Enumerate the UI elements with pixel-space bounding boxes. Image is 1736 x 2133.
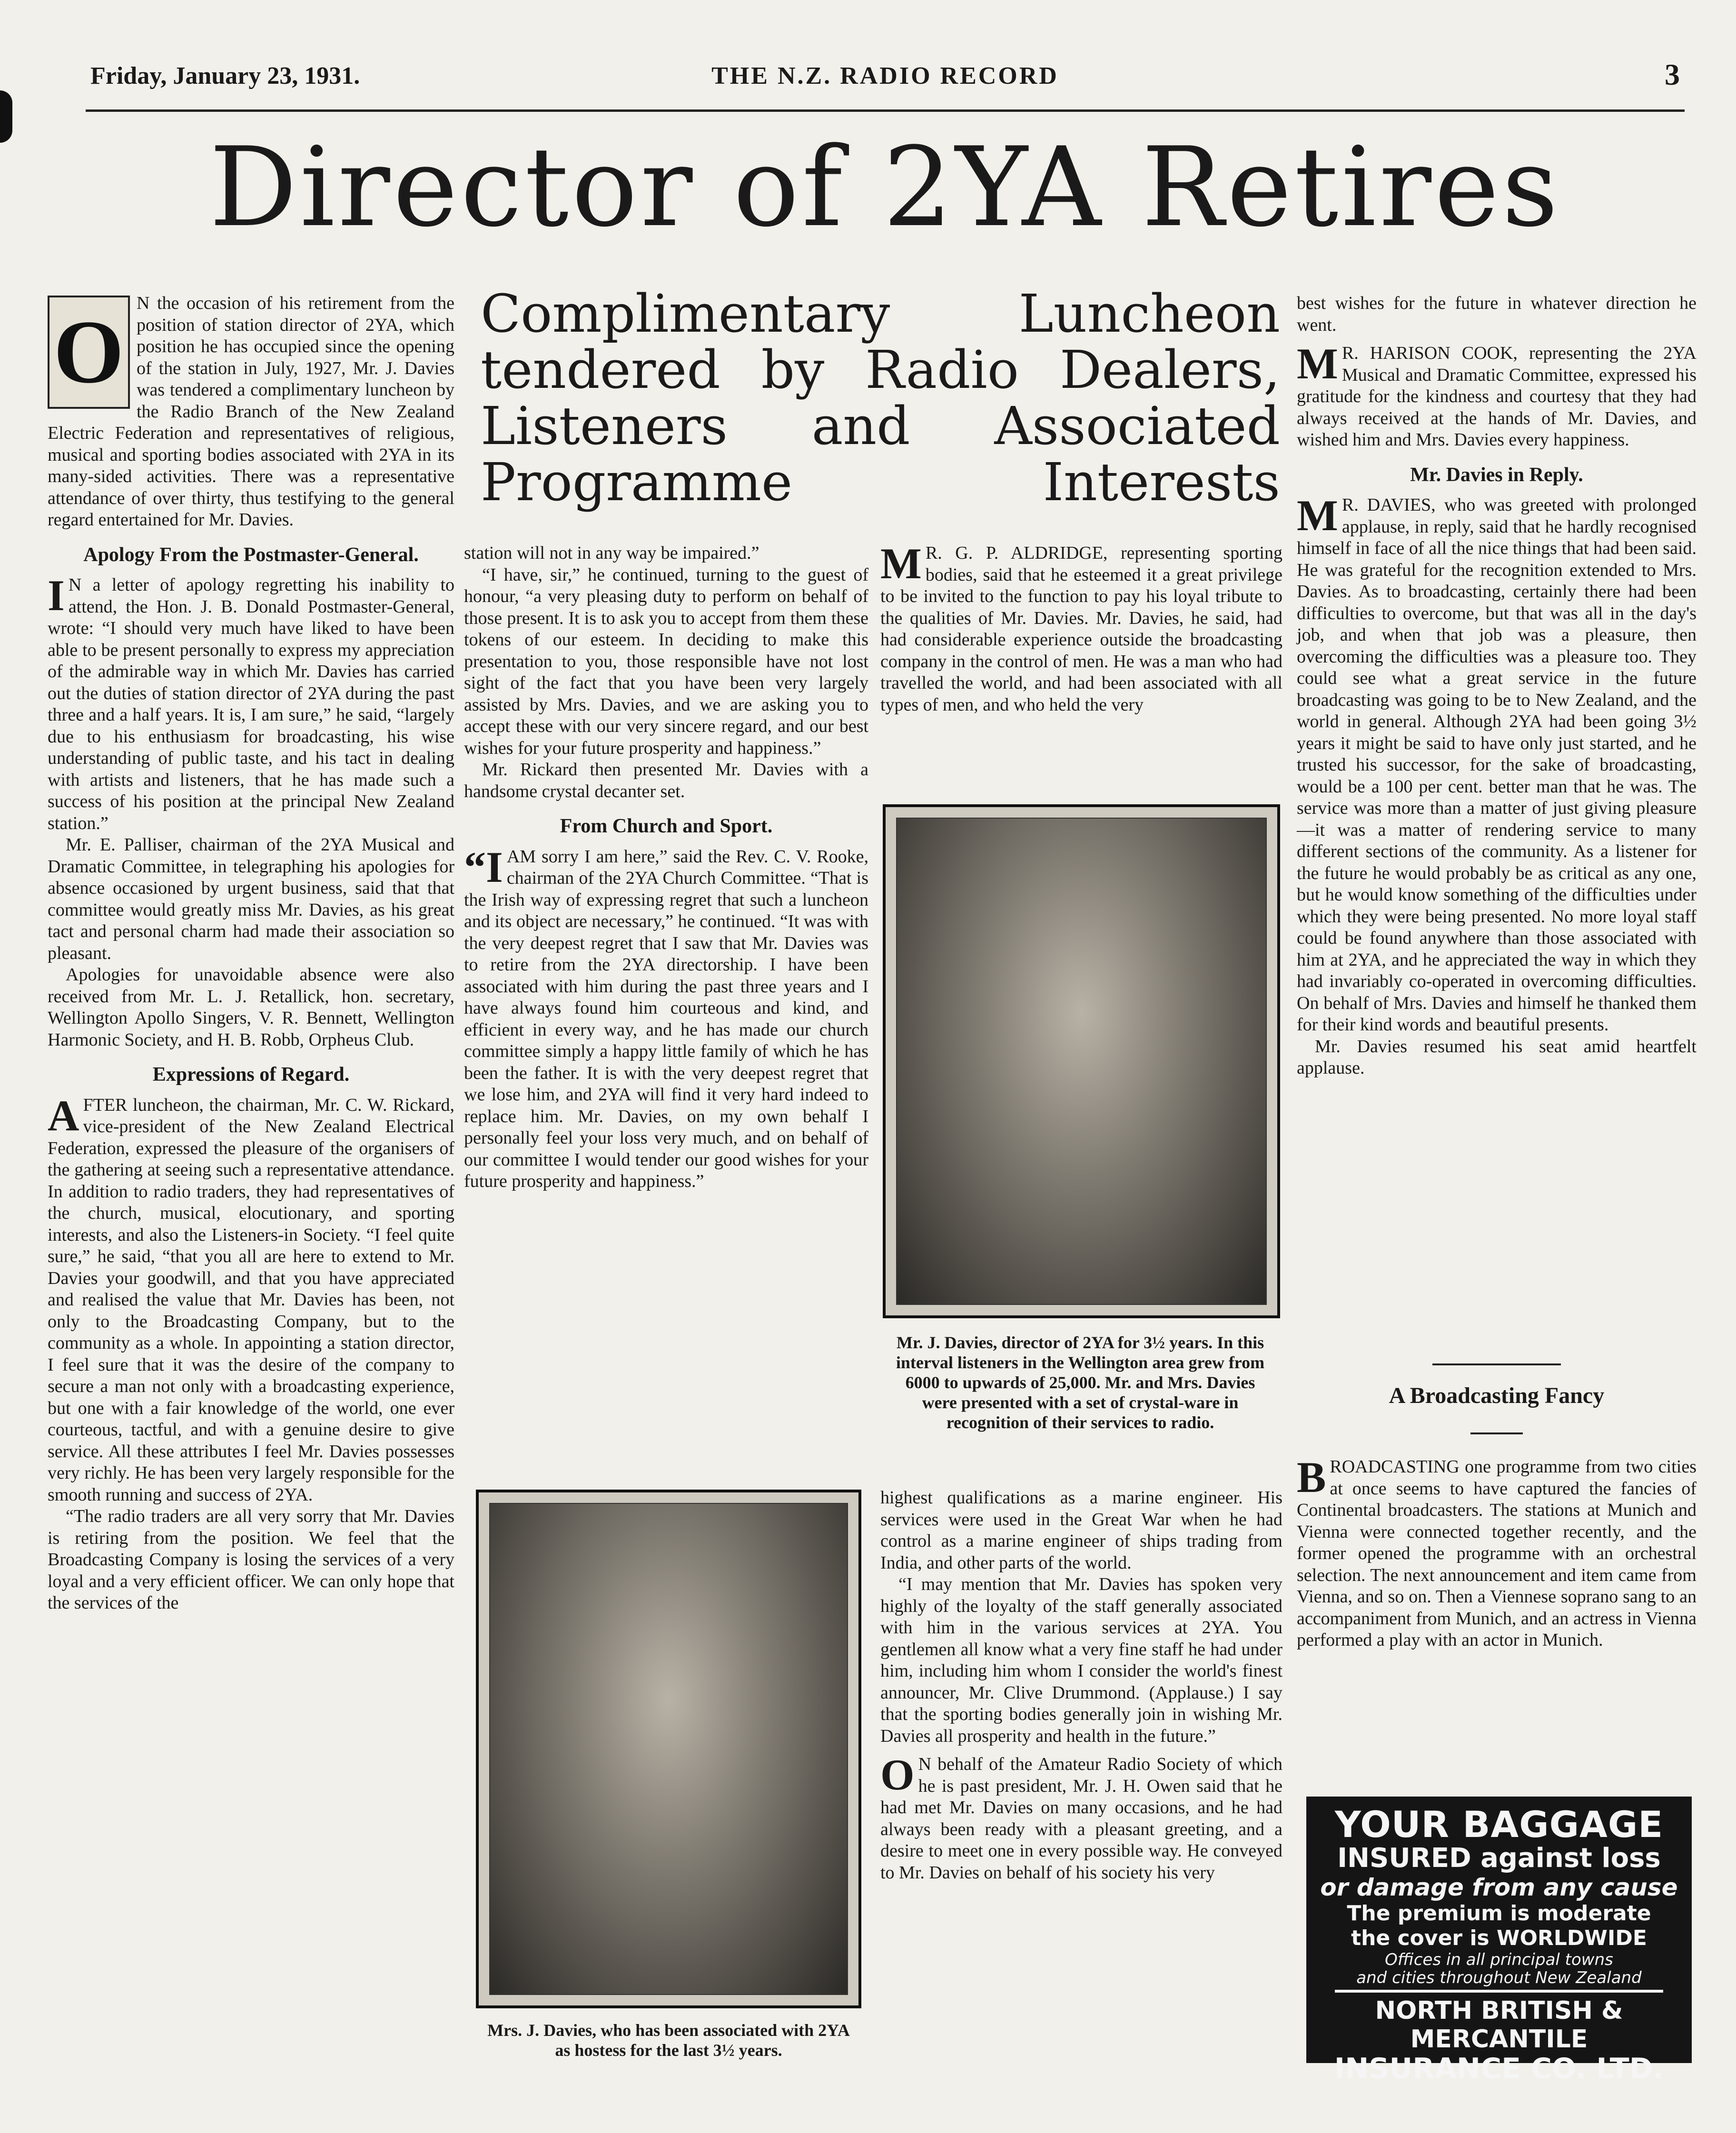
paragraph-aldridge: M R. G. P. ALDRIDGE, representing sporting bodies, said that he esteemed it a great privilege to be invited to the function to pay his loyal tribute to the qualities of Mr. Davies. Mr. Davies, he said, had had considerable experience outside the broadcasting company in the control of men. He was a man who had travelled the world, and had been associated with all types of men, and who held the very xyxy=(880,539,1282,715)
ad-headline: YOUR BAGGAGE xyxy=(1334,1803,1664,1846)
portrait-image xyxy=(489,1503,848,1995)
paragraph-palliser: Mr. E. Palliser, chairman of the 2YA Musical and Dramatic Committee, in telegraphing his apologies for absence occasioned by urgent business, said that that committee would greatly miss Mr. Davies, as his great tact and personal charm had made their association so pleasant. xyxy=(48,835,454,963)
fancy-heading-box xyxy=(1297,1380,1697,1412)
paragraph-owen: O N behalf of the Amateur Radio Society of which he is past president, Mr. J. H. Owen said that he had met Mr. Davies on many occasions, and he had always been ready with a pleasant greeting, and a desire to meet one in every possible way. He conveyed to Mr. Davies on behalf of his society his very xyxy=(880,1750,1282,1883)
paragraph-davies-reply: M R. DAVIES, who was greeted with prolonged applause, in reply, said that he hardly recognised himself in face of all the nice things that had been said. He was grateful for the recognition extended to Mrs. Davies. As to broadcasting, certainly there had been difficulties to overcome, but that was all in the day's job, and when that job was a pleasure, then overcoming the difficulties was a pleasure too. They could see what a great service in the future broadcasting was going to be to New Zealand, and the world in general. Although 2YA had been going 3½ years it might be said to have only just started, and he trusted his successor, for the sake of broadcasting, would be a 100 per cent. better man that he was. The service was more than a matter of just giving pleasure—it was a matter of rendering service to many different sections of the community. As a listener for the future he would probably be as critical as any one, but he would know something of the difficulties under which they were being presented. No more loyal staff could be found anywhere than those associated with him at 2YA, and he appreciated the way in which they had invariably co-operated in overcoming difficulties. On behalf of Mrs. Davies and himself he thanked them for their kind words and beautiful presents. xyxy=(1297,491,1697,1035)
column-4-fancy xyxy=(1297,1453,1697,1651)
issue-date: Friday, January 23, 1931. xyxy=(90,62,360,89)
article-intro: O N the occasion of his retirement from the position of station director of 2YA, which position he has occupied since the opening of the station in July, 1927, Mr. J. Davies was tendered a complimentary luncheon by the Radio Branch of the New Zealand Electric Federation and representatives of religious, musical and sporting bodies associated with 2YA in its many-sided activities. There was a representative attendance of over thirty, thus testifying to the general regard entertained for Mr. Davies. xyxy=(48,293,454,530)
ad-divider xyxy=(1335,1990,1663,1993)
paragraph-pleasing-duty: “I have, sir,” he continued, turning to the guest of honour, “a very pleasing duty to perform on behalf of those present. It is to ask you to accept from them these tokens of our esteem. In deciding to make this presentation to you, those responsible have not lost sight of the fact that you have been very largely assisted by Mrs. Davies, and we are asking you to accept these with our very sincere regard, and our best wishes for your future prosperity and happiness.” xyxy=(464,564,868,758)
subheading-apology: Apology From the Postmaster-General. xyxy=(83,543,419,566)
caption-mr-davies: Mr. J. Davies, director of 2YA for 3½ years. In this interval listeners in the Wellington area grew from 6000 to upwards of 25,000. Mr. and Mrs. Davies were presented with a set of crystal-ware in recognition of their services to radio. xyxy=(896,1333,1265,1432)
ad-insured-line: INSURED against loss xyxy=(1337,1843,1661,1874)
column-3 xyxy=(880,539,1282,716)
photo-mrs-davies xyxy=(476,1490,861,2008)
page-number: 3 xyxy=(1665,58,1680,91)
divider-rule xyxy=(1432,1363,1561,1365)
paragraph-apologies: Apologies for unavoidable absence were also received from Mr. L. J. Retallick, hon. secretary, Wellington Apollo Singers, V. R. Bennett, Wellington Harmonic Society, and H. B. Robb, Orpheus Club. xyxy=(48,965,454,1050)
subheading-reply: Mr. Davies in Reply. xyxy=(1410,464,1583,486)
ad-company-suffix: INSURANCE CO. LTD. xyxy=(1334,2052,1664,2085)
paragraph-broadcasting-fancy: BROADCASTING one programme from two cities at once seems to have captured the fancies of Continental broadcasters. The stations at Munich and Vienna were connected together recently, and the former opened the programme with an orchestral selection. The next announcement and item came from Vienna, and so on. Then a Viennese soprano sang to an accompaniment from Munich, and an actress in Vienna performed a play with an actor in Munich. xyxy=(1297,1453,1697,1650)
ad-offices-line: Offices in all principal towns xyxy=(1385,1950,1613,1969)
paragraph-applause: Mr. Davies resumed his seat amid heartfelt applause. xyxy=(1297,1036,1697,1078)
portrait-image xyxy=(896,818,1267,1305)
column-1 xyxy=(48,293,454,1614)
paragraph-rickard: AFTER luncheon, the chairman, Mr. C. W. Rickard, vice-president of the New Zealand Electrical Federation, expressed the pleasure of the organisers of the gathering at seeing such a representative attendance. In addition to radio traders, they had representatives of the church, musical, elocutionary, and sporting interests, and also the Listeners-in Society. “I feel quite sure,” he said, “that you all are here to extend to Mr. Davies your goodwill, and that you have appreciated and realised the value that Mr. Davies has been, not only to the Broadcasting Company, but to the community as a whole. In appointing a station director, I feel sure that it was the desire of the company to secure a man not only with a broadcasting experience, but one with a fair knowledge of the world, one ever courteous, tactful, and with a genuine desire to give service. All these attributes I feel Mr. Davies possesses very richly. He has been very largely responsible for the smooth running and success of 2YA. xyxy=(48,1091,454,1505)
ad-cities-line: and cities throughout New Zealand xyxy=(1356,1968,1642,1987)
headline: Director of 2YA Retires xyxy=(209,124,1561,251)
ornamental-dropcap: O xyxy=(48,296,130,409)
paper-title: THE N.Z. RADIO RECORD xyxy=(711,62,1059,89)
column-2 xyxy=(464,543,868,1193)
subheadline: Complimentary Luncheon tendered by Radio Dealers, Listeners and Associated Programme Interests xyxy=(481,283,1280,513)
photo-mr-davies xyxy=(883,804,1280,1318)
subheading-broadcasting-fancy: A Broadcasting Fancy xyxy=(1389,1383,1605,1408)
ad-cover-line: the cover is WORLDWIDE xyxy=(1351,1926,1647,1950)
subheading-church-sport: From Church and Sport. xyxy=(560,815,773,837)
subheading-regard: Expressions of Regard. xyxy=(152,1064,350,1086)
column-4 xyxy=(1297,293,1697,1079)
paragraph-traders: “The radio traders are all very sorry that Mr. Davies is retiring from the position. We feel that the Broadcasting Company is losing the services of a very loyal and a very efficient officer. We can only hope that the services of the xyxy=(48,1506,454,1613)
paragraph-impaired: station will not in any way be impaired.” xyxy=(464,543,760,563)
masthead xyxy=(86,57,1685,112)
column-3-continued xyxy=(880,1487,1282,1884)
paragraph-cook: M R. HARISON COOK, representing the 2YA Musical and Dramatic Committee, expressed his gratitude for the kindness and courtesy that they had always received at the hands of Mr. Davies, and wished him and Mrs. Davies every happiness. xyxy=(1297,339,1697,450)
paragraph-staff-loyalty: “I may mention that Mr. Davies has spoken very highly of the loyalty of the staff generally associated with him in the various services at 2YA. You gentlemen all know what a very fine staff he had under him, including him whom I consider the world's finest announcer, Mr. Clive Drummond. (Applause.) I say that the sporting bodies generally join in wishing Mr. Davies all prosperity and health in the future.” xyxy=(880,1574,1282,1746)
caption-mrs-davies: Mrs. J. Davies, who has been associated with 2YA as hostess for the last 3½ years. xyxy=(487,2021,850,2060)
divider-rule-small xyxy=(1470,1432,1523,1434)
insurance-advertisement xyxy=(1306,1797,1692,2085)
paragraph-presented: Mr. Rickard then presented Mr. Davies with a handsome crystal decanter set. xyxy=(464,760,868,801)
paragraph-best-wishes: best wishes for the future in whatever direction he went. xyxy=(1297,293,1697,335)
ad-company-name: NORTH BRITISH & MERCANTILE xyxy=(1375,1996,1623,2054)
page-edge-mark xyxy=(0,90,12,143)
paragraph-marine-engineer: highest qualifications as a marine engineer. His services were used in the Great War when he had control as a marine engineer of ships trading from India, and other parts of the world. xyxy=(880,1488,1282,1573)
ad-damage-line: or damage from any cause xyxy=(1320,1874,1678,1901)
ad-premium-line: The premium is moderate xyxy=(1347,1901,1651,1926)
paragraph-apology: I N a letter of apology regretting his inability to attend, the Hon. J. B. Donald Postmaster-General, wrote: “I should very much have liked to have been able to be present personally to express my appreciation of the admirable way in which Mr. Davies has carried out the duties of station director of 2YA during the past three and a half years. It is, I am sure,” he said, “largely due to his enthusiasm for broadcasting, his wise understanding of public taste, and his tact in dealing with artists and listeners, that he has made such a success of his position at the principal New Zealand station.” xyxy=(48,571,454,833)
paragraph-rooke: “IAM sorry I am here,” said the Rev. C. V. Rooke, chairman of the 2YA Church Committee. “That is the Irish way of expressing regret that such a luncheon and its object are necessary,” he continued. “It was with the very deepest regret that I saw that Mr. Davies was to retire from the 2YA directorship. I have been associated with him during the past three years and I have always found him courteous and kind, and efficient in every way, and he has made our church committee simply a happy little family of which he has been the father. It is with the very deepest regret that we lose him, and 2YA will find it very hard indeed to replace him. Mr. Davies, on my own behalf I personally feel your loss very much, and on behalf of our committee I would tender our good wishes for your future prosperity and happiness.” xyxy=(464,842,868,1191)
